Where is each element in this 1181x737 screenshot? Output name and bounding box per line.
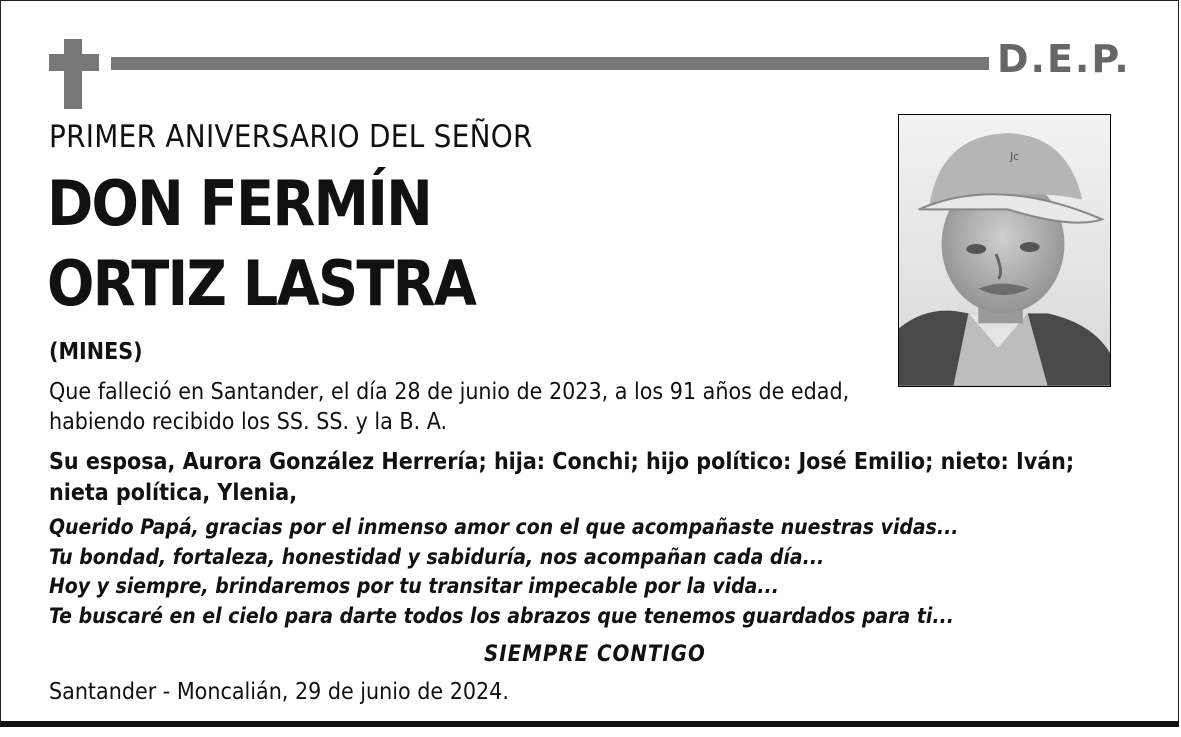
latin-cross-icon-bar — [49, 54, 99, 71]
portrait-photo — [898, 114, 1111, 387]
closing-phrase: SIEMPRE CONTIGO — [484, 642, 706, 667]
place-and-date: Santander - Moncalián, 29 de junio de 2024. — [49, 679, 509, 705]
verse-line: Hoy y siempre, brindaremos por tu transitar impecable por la vida... — [49, 574, 779, 598]
death-details-line: habiendo recibido los SS. SS. y la B. A. — [49, 409, 448, 435]
svg-text:Jc: Jc — [1009, 149, 1020, 163]
family-list — [49, 447, 1149, 509]
header-rule — [111, 57, 989, 70]
deceased-alias: (MINES) — [49, 339, 143, 365]
verse-line: Tu bondad, fortaleza, honestidad y sabiduría, nos acompañan cada día... — [49, 544, 825, 569]
portrait-illustration — [899, 115, 1110, 386]
verse-line: Te buscaré en el cielo para darte todos los abrazos que tenemos guardados para ti... — [49, 603, 954, 628]
dedication-verses — [49, 513, 958, 631]
latin-cross-icon — [64, 39, 82, 109]
family-list-line: Su esposa, Aurora González Herrería; hija: Conchi; hijo político: José Emilio; nieto: Iván; — [49, 449, 1075, 475]
death-details-line: Que falleció en Santander, el día 28 de junio de 2023, a los 91 años de edad, — [49, 379, 850, 405]
verse-line: Querido Papá, gracias por el inmenso amor con el que acompañaste nuestras vidas... — [49, 515, 959, 539]
deceased-name-line2: ORTIZ LASTRA — [47, 247, 476, 320]
deceased-name-line1: DON FERMÍN — [47, 167, 432, 240]
dep-label: D.E.P. — [997, 37, 1131, 81]
anniversary-heading: PRIMER ANIVERSARIO DEL SEÑOR — [49, 119, 533, 155]
family-list-line: nieta política, Ylenia, — [49, 480, 298, 506]
death-details — [49, 377, 889, 437]
